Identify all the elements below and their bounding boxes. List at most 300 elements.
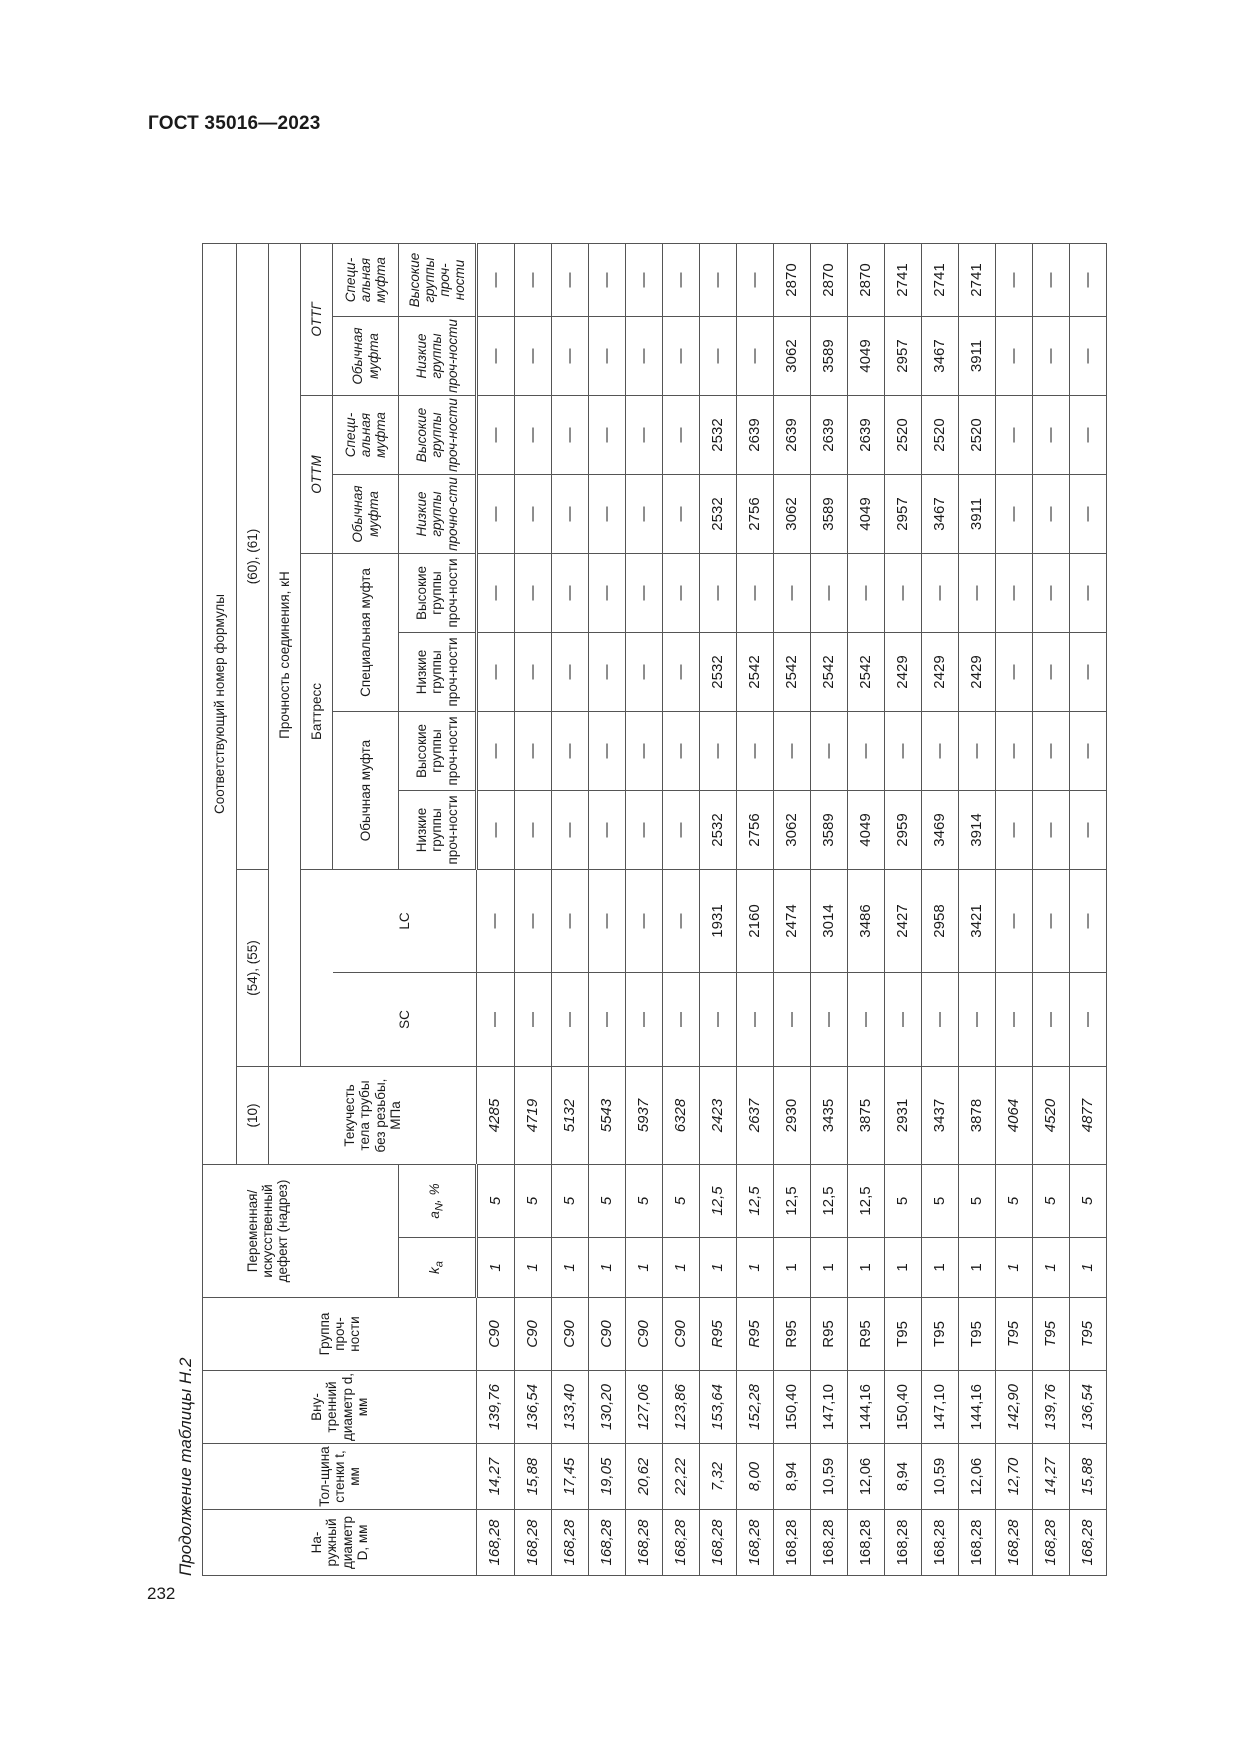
table-cell: — bbox=[589, 317, 626, 396]
table-cell: 4719 bbox=[515, 1067, 552, 1165]
table-cell: — bbox=[996, 244, 1033, 317]
table-cell: 147,10 bbox=[811, 1371, 848, 1444]
table-cell: — bbox=[626, 973, 663, 1067]
table-cell: 5543 bbox=[589, 1067, 626, 1165]
col-header-f5455: (54), (55) bbox=[237, 870, 269, 1067]
table-cell: 3421 bbox=[959, 870, 996, 973]
col-header-lc: LC bbox=[333, 870, 477, 973]
table-cell: — bbox=[1070, 973, 1107, 1067]
table-cell: — bbox=[589, 475, 626, 554]
table-cell: — bbox=[885, 554, 922, 633]
table-cell: — bbox=[589, 870, 626, 973]
table-cell: 168,28 bbox=[1033, 1510, 1070, 1576]
table-cell: 5 bbox=[996, 1165, 1033, 1238]
table-cell: — bbox=[589, 244, 626, 317]
table-cell: 4049 bbox=[848, 475, 885, 554]
table-cell: — bbox=[1033, 475, 1070, 554]
col-header-ottg-reg: Обычная муфта bbox=[333, 317, 399, 396]
table-cell: — bbox=[663, 317, 700, 396]
table-cell: 5 bbox=[1070, 1165, 1107, 1238]
col-header-ottm-high: Высокие группы проч-ности bbox=[399, 396, 477, 475]
col-header-ottg-high: Высокие группы проч-ности bbox=[399, 244, 477, 317]
table-cell: 168,28 bbox=[737, 1510, 774, 1576]
col-header-ottm-reg: Обычная муфта bbox=[333, 475, 399, 554]
table-cell: — bbox=[1070, 244, 1107, 317]
table-cell: — bbox=[1070, 791, 1107, 870]
table-cell: 2520 bbox=[922, 396, 959, 475]
table-cell: — bbox=[1033, 712, 1070, 791]
table-cell: 12,06 bbox=[959, 1444, 996, 1510]
table-cell: 20,62 bbox=[626, 1444, 663, 1510]
table-cell: 1 bbox=[477, 1238, 515, 1298]
table-cell: — bbox=[663, 244, 700, 317]
table-cell: 2520 bbox=[959, 396, 996, 475]
table-cell: — bbox=[1033, 791, 1070, 870]
col-header-bt-reg-high: Высокие группы проч-ности bbox=[399, 712, 477, 791]
table-cell: — bbox=[626, 633, 663, 712]
table-cell: 136,54 bbox=[515, 1371, 552, 1444]
table-cell: 2870 bbox=[811, 244, 848, 317]
col-header-an: $a_N$, % bbox=[399, 1165, 477, 1238]
col-header-f6061: (60), (61) bbox=[237, 244, 269, 870]
table-cell: — bbox=[663, 475, 700, 554]
col-header-buttress: Баттресс bbox=[301, 554, 333, 870]
table-cell: — bbox=[959, 973, 996, 1067]
col-header-wt: Тол-щина стенки t, мм bbox=[203, 1444, 477, 1510]
table-cell: 3467 bbox=[922, 317, 959, 396]
table-row bbox=[1033, 244, 1070, 1576]
table-cell: 1 bbox=[626, 1238, 663, 1298]
table-cell: 4520 bbox=[1033, 1067, 1070, 1165]
table-cell: 1 bbox=[959, 1238, 996, 1298]
col-header-od: На-ружный диаметр D, мм bbox=[203, 1510, 477, 1576]
table-cell: T95 bbox=[996, 1298, 1033, 1371]
table-cell: — bbox=[996, 870, 1033, 973]
table-cell: — bbox=[477, 317, 515, 396]
table-cell: 139,76 bbox=[477, 1371, 515, 1444]
table-cell: 1 bbox=[700, 1238, 737, 1298]
table-cell: 5 bbox=[1033, 1165, 1070, 1238]
table-cell: — bbox=[552, 475, 589, 554]
table-cell: — bbox=[477, 870, 515, 973]
table-cell: 2741 bbox=[922, 244, 959, 317]
table-cell: 2870 bbox=[774, 244, 811, 317]
col-header-spec-cpl: Специальная муфта bbox=[333, 554, 399, 712]
table-cell: 3589 bbox=[811, 791, 848, 870]
table-row bbox=[552, 244, 589, 1576]
table-cell: 5 bbox=[589, 1165, 626, 1238]
table-cell: — bbox=[663, 712, 700, 791]
table-cell: 168,28 bbox=[477, 1510, 515, 1576]
col-header-yield: Текучесть тела трубы без резьбы, МПа bbox=[269, 1067, 477, 1165]
table-cell: 4285 bbox=[477, 1067, 515, 1165]
table-cell: 168,28 bbox=[922, 1510, 959, 1576]
table-cell: 2957 bbox=[885, 317, 922, 396]
table-cell: 168,28 bbox=[811, 1510, 848, 1576]
col-header-ottg-low: Низкие группы проч-ности bbox=[399, 317, 477, 396]
table-cell: — bbox=[552, 244, 589, 317]
table-cell: 17,45 bbox=[552, 1444, 589, 1510]
table-cell: 3062 bbox=[774, 475, 811, 554]
table-cell: 2639 bbox=[848, 396, 885, 475]
table-cell: — bbox=[885, 712, 922, 791]
table-cell: — bbox=[996, 973, 1033, 1067]
col-header-ottm: ОТТМ bbox=[301, 396, 333, 554]
table-cell: 8,00 bbox=[737, 1444, 774, 1510]
table-cell: — bbox=[811, 554, 848, 633]
table-cell: 19,05 bbox=[589, 1444, 626, 1510]
table-cell: 1 bbox=[552, 1238, 589, 1298]
table-cell: 5 bbox=[477, 1165, 515, 1238]
table-cell: — bbox=[996, 791, 1033, 870]
table-cell: 12,06 bbox=[848, 1444, 885, 1510]
table-cell: 2958 bbox=[922, 870, 959, 973]
table-cell: 12,5 bbox=[774, 1165, 811, 1238]
col-header-ottg-spec: Специ-альная муфта bbox=[333, 244, 399, 317]
table-cell: 2423 bbox=[700, 1067, 737, 1165]
table-cell: — bbox=[477, 475, 515, 554]
table-cell: 123,86 bbox=[663, 1371, 700, 1444]
table-cell: T95 bbox=[959, 1298, 996, 1371]
table-cell: 3437 bbox=[922, 1067, 959, 1165]
table-cell: 150,40 bbox=[774, 1371, 811, 1444]
table-cell: 12,5 bbox=[700, 1165, 737, 1238]
table-cell: 153,64 bbox=[700, 1371, 737, 1444]
table-cell: 7,32 bbox=[700, 1444, 737, 1510]
table-row bbox=[663, 244, 700, 1576]
table-cell: — bbox=[700, 712, 737, 791]
table-row bbox=[1070, 244, 1107, 1576]
table-row bbox=[811, 244, 848, 1576]
table-cell: 2474 bbox=[774, 870, 811, 973]
table-cell: 147,10 bbox=[922, 1371, 959, 1444]
table-cell: — bbox=[477, 973, 515, 1067]
table-cell: — bbox=[1070, 712, 1107, 791]
table-cell: — bbox=[626, 317, 663, 396]
table-cell: 5 bbox=[959, 1165, 996, 1238]
table-cell: — bbox=[552, 870, 589, 973]
table-cell: 2930 bbox=[774, 1067, 811, 1165]
table-cell: 2542 bbox=[811, 633, 848, 712]
page-number: 232 bbox=[147, 1584, 176, 1603]
table-cell: — bbox=[515, 396, 552, 475]
col-header-grade: Группа проч-ности bbox=[203, 1298, 477, 1371]
table-cell: 5 bbox=[663, 1165, 700, 1238]
table-cell: 168,28 bbox=[1070, 1510, 1107, 1576]
table-cell: T95 bbox=[922, 1298, 959, 1371]
table-cell: — bbox=[996, 396, 1033, 475]
table-cell: 168,28 bbox=[626, 1510, 663, 1576]
table-cell: 168,28 bbox=[996, 1510, 1033, 1576]
table-cell: — bbox=[515, 633, 552, 712]
col-header-bt-reg-low: Низкие группы проч-ности bbox=[399, 791, 477, 870]
col-header-ottg: ОТТГ bbox=[301, 244, 333, 396]
table-row bbox=[515, 244, 552, 1576]
col-header-reg-cpl: Обычная муфта bbox=[333, 712, 399, 870]
table-cell: — bbox=[552, 973, 589, 1067]
rotated-table-page bbox=[176, 176, 1148, 1576]
table-cell: 14,27 bbox=[477, 1444, 515, 1510]
table-cell: 168,28 bbox=[663, 1510, 700, 1576]
table-cell: — bbox=[1070, 633, 1107, 712]
table-cell: 2639 bbox=[737, 396, 774, 475]
table-cell: 142,90 bbox=[996, 1371, 1033, 1444]
table-cell: — bbox=[737, 317, 774, 396]
table-cell: 4049 bbox=[848, 317, 885, 396]
table-cell: 144,16 bbox=[959, 1371, 996, 1444]
table-cell: 22,22 bbox=[663, 1444, 700, 1510]
table-cell: 4064 bbox=[996, 1067, 1033, 1165]
table-row bbox=[885, 244, 922, 1576]
table-cell: 2542 bbox=[737, 633, 774, 712]
table-cell: 3911 bbox=[959, 317, 996, 396]
table-cell: — bbox=[626, 475, 663, 554]
table-cell: — bbox=[663, 973, 700, 1067]
table-cell: — bbox=[848, 554, 885, 633]
table-row bbox=[848, 244, 885, 1576]
table-cell: 2741 bbox=[959, 244, 996, 317]
table-cell: 1 bbox=[589, 1238, 626, 1298]
table-cell: — bbox=[885, 973, 922, 1067]
table-cell: — bbox=[626, 712, 663, 791]
table-cell: — bbox=[552, 633, 589, 712]
table-cell: — bbox=[477, 712, 515, 791]
table-cell: — bbox=[515, 475, 552, 554]
table-cell: — bbox=[663, 396, 700, 475]
table-cell: 12,5 bbox=[848, 1165, 885, 1238]
table-row bbox=[774, 244, 811, 1576]
table-cell: — bbox=[589, 396, 626, 475]
table-cell: — bbox=[996, 633, 1033, 712]
table-cell: — bbox=[700, 317, 737, 396]
table-cell: — bbox=[774, 712, 811, 791]
table-cell: — bbox=[515, 791, 552, 870]
table-cell: T95 bbox=[1070, 1298, 1107, 1371]
table-cell: — bbox=[848, 712, 885, 791]
col-header-bt-spec-low: Низкие группы проч-ности bbox=[399, 633, 477, 712]
table-cell: — bbox=[737, 973, 774, 1067]
table-cell: — bbox=[1033, 317, 1070, 396]
table-cell: 2520 bbox=[885, 396, 922, 475]
table-cell: — bbox=[663, 791, 700, 870]
table-cell: — bbox=[959, 554, 996, 633]
table-cell: — bbox=[996, 317, 1033, 396]
table-cell: 3911 bbox=[959, 475, 996, 554]
table-cell: 2532 bbox=[700, 791, 737, 870]
table-cell: 5132 bbox=[552, 1067, 589, 1165]
table-caption: Продолжение таблицы Н.2 bbox=[176, 1357, 195, 1576]
table-cell: 2532 bbox=[700, 475, 737, 554]
table-cell: — bbox=[1070, 396, 1107, 475]
table-cell: — bbox=[1033, 973, 1070, 1067]
table-cell: 2429 bbox=[959, 633, 996, 712]
table-cell: 168,28 bbox=[774, 1510, 811, 1576]
table-cell: — bbox=[700, 973, 737, 1067]
table-cell: 1 bbox=[1070, 1238, 1107, 1298]
table-cell: 168,28 bbox=[589, 1510, 626, 1576]
table-cell: 12,70 bbox=[996, 1444, 1033, 1510]
table-cell: T95 bbox=[1033, 1298, 1070, 1371]
table-cell: 3914 bbox=[959, 791, 996, 870]
col-header-id: Вну-тренний диаметр d, мм bbox=[203, 1371, 477, 1444]
table-cell: 2160 bbox=[737, 870, 774, 973]
table-cell: 1 bbox=[848, 1238, 885, 1298]
table-cell: 12,5 bbox=[737, 1165, 774, 1238]
table-cell: R95 bbox=[774, 1298, 811, 1371]
document-header: ГОСТ 35016—2023 bbox=[148, 113, 321, 134]
table-cell: 2532 bbox=[700, 396, 737, 475]
table-cell: — bbox=[515, 973, 552, 1067]
table-cell: 5 bbox=[626, 1165, 663, 1238]
table-row bbox=[700, 244, 737, 1576]
table-cell: 150,40 bbox=[885, 1371, 922, 1444]
table-cell: 8,94 bbox=[885, 1444, 922, 1510]
table-cell: — bbox=[848, 973, 885, 1067]
table-cell: — bbox=[700, 554, 737, 633]
table-cell: 2741 bbox=[885, 244, 922, 317]
table-cell: 3589 bbox=[811, 475, 848, 554]
table-cell: — bbox=[552, 317, 589, 396]
table-cell: — bbox=[477, 554, 515, 633]
table-cell: — bbox=[626, 791, 663, 870]
table-cell: — bbox=[1033, 870, 1070, 973]
table-cell: — bbox=[552, 396, 589, 475]
col-header-ka: $k_a$ bbox=[399, 1238, 477, 1298]
table-cell: 3435 bbox=[811, 1067, 848, 1165]
table-cell: 168,28 bbox=[848, 1510, 885, 1576]
table-cell: 133,40 bbox=[552, 1371, 589, 1444]
table-cell: 3062 bbox=[774, 791, 811, 870]
table-cell: 1 bbox=[885, 1238, 922, 1298]
table-cell: 152,28 bbox=[737, 1371, 774, 1444]
col-header-formula: Соответствующий номер формулы bbox=[203, 244, 237, 1165]
table-row bbox=[477, 244, 515, 1576]
table-cell: 1 bbox=[922, 1238, 959, 1298]
table-cell: — bbox=[589, 973, 626, 1067]
table-cell: 6328 bbox=[663, 1067, 700, 1165]
table-cell: — bbox=[589, 791, 626, 870]
table-cell: C90 bbox=[589, 1298, 626, 1371]
table-cell: 2959 bbox=[885, 791, 922, 870]
table-cell: 168,28 bbox=[700, 1510, 737, 1576]
table-cell: 4049 bbox=[848, 791, 885, 870]
table-cell: 3062 bbox=[774, 317, 811, 396]
table-cell: — bbox=[663, 554, 700, 633]
table-cell: 1931 bbox=[700, 870, 737, 973]
table-cell: 10,59 bbox=[811, 1444, 848, 1510]
table-cell: C90 bbox=[515, 1298, 552, 1371]
table-cell: 3589 bbox=[811, 317, 848, 396]
table-cell: 3486 bbox=[848, 870, 885, 973]
table-cell: 2532 bbox=[700, 633, 737, 712]
table-cell: 127,06 bbox=[626, 1371, 663, 1444]
table-cell: R95 bbox=[811, 1298, 848, 1371]
table-cell: — bbox=[922, 554, 959, 633]
table-row bbox=[996, 244, 1033, 1576]
table-cell: — bbox=[626, 244, 663, 317]
table-cell: — bbox=[552, 554, 589, 633]
table-cell: 2931 bbox=[885, 1067, 922, 1165]
table-cell: — bbox=[737, 712, 774, 791]
table-row bbox=[589, 244, 626, 1576]
table-cell: — bbox=[515, 712, 552, 791]
table-cell: 5 bbox=[885, 1165, 922, 1238]
table-cell: 1 bbox=[996, 1238, 1033, 1298]
table-cell: — bbox=[663, 633, 700, 712]
table-cell: — bbox=[922, 712, 959, 791]
table-cell: 168,28 bbox=[959, 1510, 996, 1576]
table-cell: — bbox=[700, 244, 737, 317]
table-cell: 15,88 bbox=[1070, 1444, 1107, 1510]
table-cell: 2427 bbox=[885, 870, 922, 973]
table-cell: — bbox=[1033, 396, 1070, 475]
table-cell: — bbox=[663, 870, 700, 973]
table-cell: — bbox=[811, 973, 848, 1067]
table-cell: — bbox=[1033, 554, 1070, 633]
table-cell: — bbox=[626, 554, 663, 633]
table-cell: 2637 bbox=[737, 1067, 774, 1165]
table-cell: — bbox=[996, 475, 1033, 554]
table-cell: — bbox=[477, 396, 515, 475]
table-cell: 144,16 bbox=[848, 1371, 885, 1444]
table-cell: C90 bbox=[477, 1298, 515, 1371]
table-cell: 168,28 bbox=[515, 1510, 552, 1576]
table-cell: — bbox=[1070, 475, 1107, 554]
table-cell: 5937 bbox=[626, 1067, 663, 1165]
table-cell: — bbox=[515, 554, 552, 633]
data-table bbox=[202, 243, 1107, 1576]
table-cell: 2756 bbox=[737, 791, 774, 870]
table-cell: — bbox=[996, 712, 1033, 791]
col-header-ottm-spec: Специ-альная муфта bbox=[333, 396, 399, 475]
table-cell: — bbox=[477, 244, 515, 317]
table-cell: 168,28 bbox=[885, 1510, 922, 1576]
table-cell: 1 bbox=[663, 1238, 700, 1298]
table-cell: 130,20 bbox=[589, 1371, 626, 1444]
table-cell: 3469 bbox=[922, 791, 959, 870]
table-cell: 2542 bbox=[774, 633, 811, 712]
table-row bbox=[737, 244, 774, 1576]
table-cell: C90 bbox=[663, 1298, 700, 1371]
table-cell: 12,5 bbox=[811, 1165, 848, 1238]
table-cell: — bbox=[626, 396, 663, 475]
table-cell: — bbox=[1070, 554, 1107, 633]
table-cell: 5 bbox=[922, 1165, 959, 1238]
table-cell: 4877 bbox=[1070, 1067, 1107, 1165]
table-cell: 15,88 bbox=[515, 1444, 552, 1510]
table-cell: 136,54 bbox=[1070, 1371, 1107, 1444]
table-body bbox=[477, 244, 1107, 1576]
table-cell: — bbox=[1070, 317, 1107, 396]
table-cell: 2429 bbox=[885, 633, 922, 712]
table-cell: — bbox=[1070, 870, 1107, 973]
table-cell: 5 bbox=[515, 1165, 552, 1238]
table-cell: 1 bbox=[737, 1238, 774, 1298]
table-cell: R95 bbox=[737, 1298, 774, 1371]
table-cell: 14,27 bbox=[1033, 1444, 1070, 1510]
table-cell: 2957 bbox=[885, 475, 922, 554]
table-cell: — bbox=[552, 791, 589, 870]
table-cell: — bbox=[515, 317, 552, 396]
table-row bbox=[959, 244, 996, 1576]
table-cell: — bbox=[922, 973, 959, 1067]
table-cell: — bbox=[589, 712, 626, 791]
table-cell: 139,76 bbox=[1033, 1371, 1070, 1444]
table-cell: — bbox=[1033, 633, 1070, 712]
table-cell: — bbox=[1033, 244, 1070, 317]
col-header-f10: (10) bbox=[237, 1067, 269, 1165]
col-header-strength: Прочность соединения, кН bbox=[269, 244, 301, 1067]
